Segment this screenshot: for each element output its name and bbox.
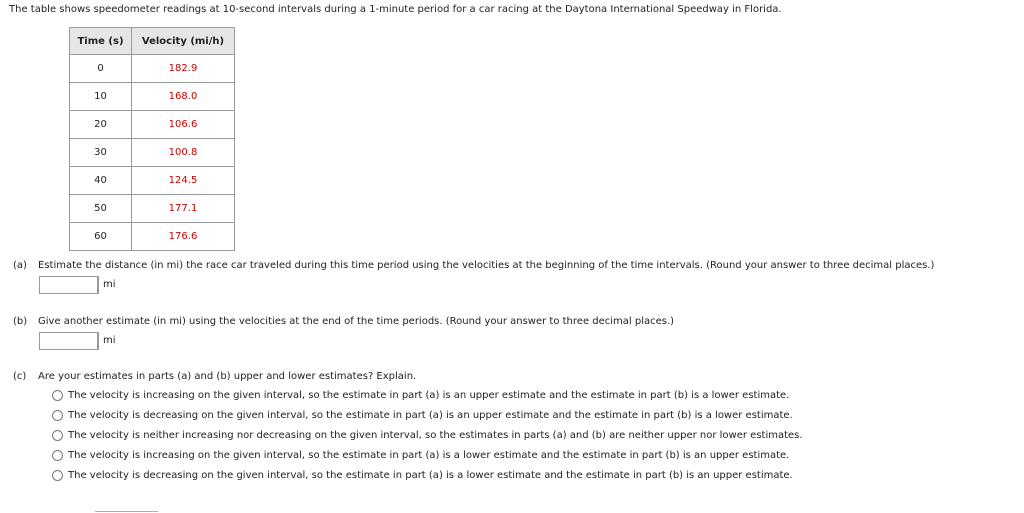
table-header-row [70,28,235,55]
velocity-cell: 177.1 [132,195,235,223]
radio-button[interactable] [52,390,63,401]
radio-button[interactable] [52,470,63,481]
part-a-label: (a) [13,260,27,271]
part-c-option[interactable] [52,448,789,462]
velocity-cell: 182.9 [132,55,235,83]
problem-intro: The table shows speedometer readings at 10-second intervals during a 1-minute period for a car racing at the Daytona International Speedway in Florida. [9,4,782,15]
part-a-question [13,260,934,271]
time-cell: 50 [70,195,132,223]
option-text: The velocity is increasing on the given interval, so the estimate in part (a) is a lower estimate and the estimate in part (b) is an upper estimate. [68,449,790,461]
option-text: The velocity is decreasing on the given interval, so the estimate in part (a) is a lower estimate and the estimate in part (b) is an upper estimate. [68,469,793,481]
part-b-unit: mi [98,332,116,350]
time-column-header: Time (s) [70,28,132,55]
table-row [70,111,235,139]
part-b-answer-input[interactable] [39,332,98,350]
part-c-option[interactable] [52,428,803,442]
radio-button[interactable] [52,430,63,441]
option-text: The velocity is decreasing on the given interval, so the estimate in part (a) is an upper estimate and the estimate in part (b) is a lower estimate. [68,409,793,421]
option-text: The velocity is increasing on the given interval, so the estimate in part (a) is an upper estimate and the estimate in part (b) is a lower estimate. [68,389,790,401]
part-c-option[interactable] [52,408,793,422]
velocity-cell: 106.6 [132,111,235,139]
part-b-label: (b) [13,316,28,327]
table-row [70,195,235,223]
table-row [70,223,235,251]
time-cell: 10 [70,83,132,111]
part-a-unit: mi [98,276,116,294]
velocity-column-header: Velocity (mi/h) [132,28,235,55]
part-b-question [13,316,674,327]
time-cell: 0 [70,55,132,83]
velocity-cell: 168.0 [132,83,235,111]
radio-button[interactable] [52,450,63,461]
time-cell: 20 [70,111,132,139]
part-a-answer-input[interactable] [39,276,98,294]
part-a-text: Estimate the distance (in mi) the race car traveled during this time period using the velocities at the beginning of the time intervals. (Round your answer to three decimal places.) [38,260,935,271]
part-c-option[interactable] [52,468,793,482]
velocity-cell: 100.8 [132,139,235,167]
time-cell: 60 [70,223,132,251]
part-c-text: Are your estimates in parts (a) and (b) upper and lower estimates? Explain. [38,371,417,382]
time-cell: 30 [70,139,132,167]
table-row [70,139,235,167]
velocity-cell: 124.5 [132,167,235,195]
velocity-cell: 176.6 [132,223,235,251]
radio-button[interactable] [52,410,63,421]
part-c-label: (c) [13,371,27,382]
part-c-question [13,371,416,382]
part-c-option[interactable] [52,388,789,402]
time-cell: 40 [70,167,132,195]
table-row [70,83,235,111]
speedometer-table [69,27,235,251]
part-b-text: Give another estimate (in mi) using the velocities at the end of the time periods. (Round your answer to three decimal places.) [38,316,675,327]
table-row [70,167,235,195]
option-text: The velocity is neither increasing nor decreasing on the given interval, so the estimates in parts (a) and (b) are neither upper nor lower estimates. [68,429,803,441]
table-row [70,55,235,83]
bottom-divider [95,511,158,512]
